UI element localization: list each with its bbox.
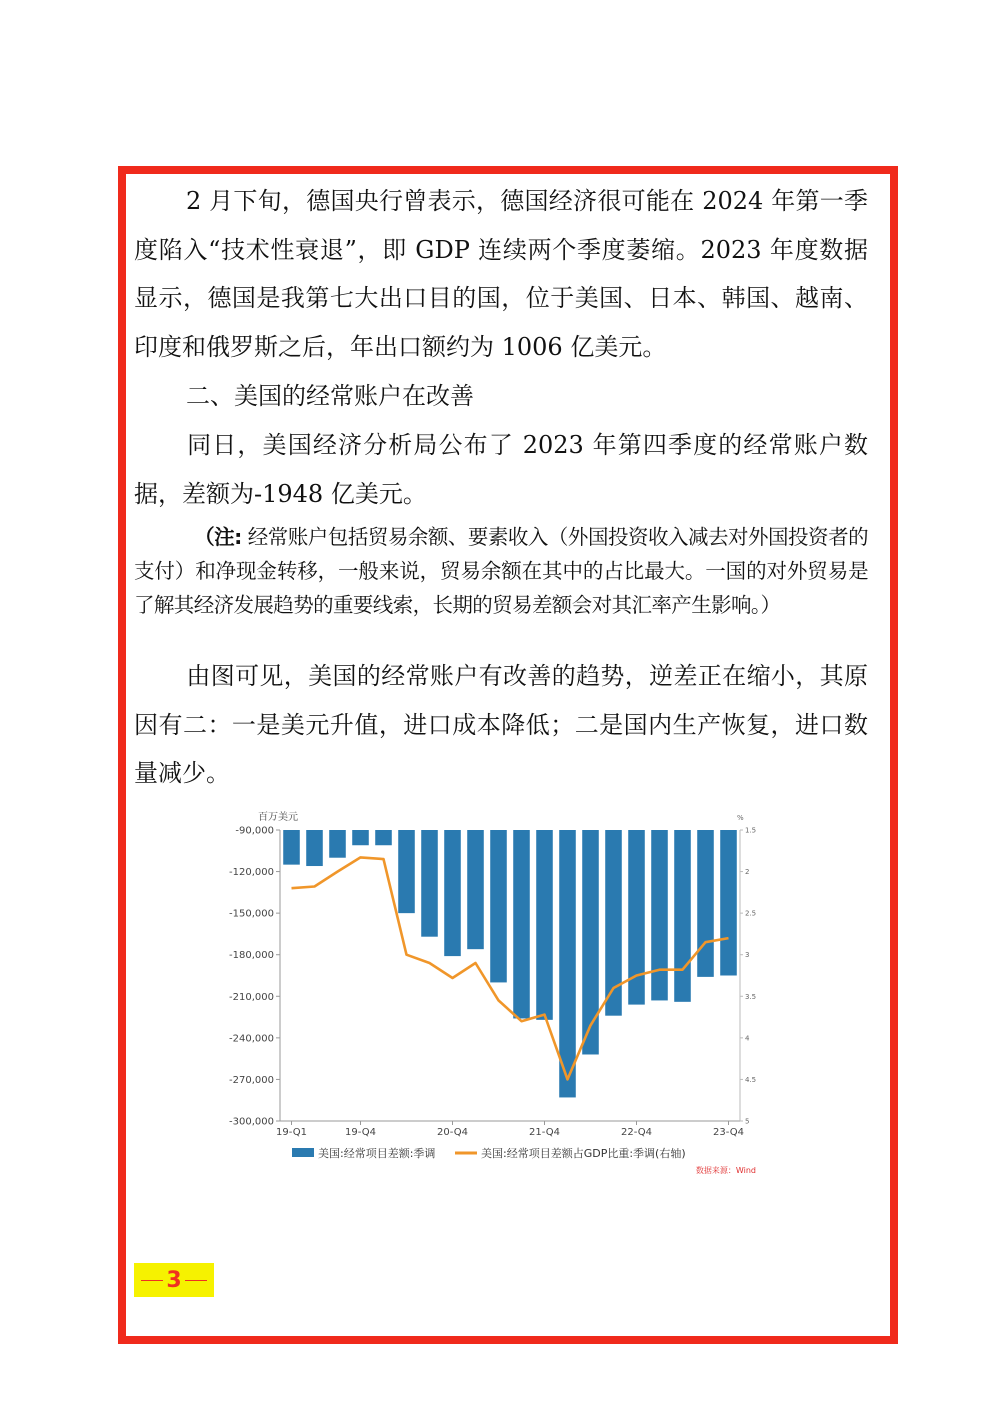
bar <box>444 830 461 956</box>
bar <box>490 830 507 982</box>
left-tick-label: -300,000 <box>229 1116 274 1128</box>
right-tick-label: 4.5 <box>745 1075 757 1084</box>
legend-line-label: 美国:经常项目差额占GDP比重:季调(右轴) <box>481 1147 686 1160</box>
x-tick-label: 21-Q4 <box>529 1127 560 1138</box>
legend-bar-swatch <box>292 1148 314 1157</box>
left-tick-label: -270,000 <box>229 1074 274 1086</box>
right-tick-label: 5 <box>745 1117 750 1126</box>
bar <box>283 830 300 865</box>
page-number: 3 <box>134 1263 214 1297</box>
legend-bar-label: 美国:经常项目差额:季调 <box>318 1147 436 1160</box>
note-text: 经常账户包括贸易余额、要素收入（外国投资收入减去对外国投资者的支付）和净现金转移，一般来说，贸易余额在其中的占比最大。一国的对外贸易是了解其经济发展趋势的重要线索，长期的贸易差额会对其汇率产生影响。） <box>134 525 868 617</box>
bar <box>559 830 576 1097</box>
right-tick-label: 4 <box>745 1034 750 1043</box>
bar <box>674 830 691 1002</box>
bar <box>651 830 668 1000</box>
paragraph-analysis: 由图可见，美国的经常账户有改善的趋势，逆差正在缩小，其原因有二：一是美元升值，进口成本降低；二是国内生产恢复，进口数量减少。 <box>134 662 868 787</box>
bar <box>536 830 553 1020</box>
right-tick-label: 3 <box>745 951 750 960</box>
right-tick-label: 2.5 <box>745 909 757 918</box>
bar <box>720 830 737 976</box>
x-tick-label: 19-Q1 <box>276 1127 307 1138</box>
x-tick-label: 19-Q4 <box>345 1127 376 1138</box>
bar <box>697 830 714 977</box>
note-label: （注: <box>194 525 242 549</box>
left-tick-label: -240,000 <box>229 1033 274 1045</box>
left-tick-label: -210,000 <box>229 991 274 1003</box>
right-unit-label: % <box>737 814 744 822</box>
bar <box>421 830 438 937</box>
left-unit-label: 百万美元 <box>258 812 298 823</box>
x-tick-label: 20-Q4 <box>437 1127 468 1138</box>
bar <box>513 830 530 1018</box>
left-tick-label: -150,000 <box>229 908 274 920</box>
right-tick-label: 3.5 <box>745 992 757 1001</box>
bar <box>398 830 415 913</box>
note-paragraph <box>134 520 868 622</box>
bar <box>329 830 346 858</box>
paragraph-germany: 2 月下旬，德国央行曾表示，德国经济很可能在 2024 年第一季度陷入“技术性衰退”，即 GDP 连续两个季度萎缩。2023 年度数据显示，德国是我第七大出口目的国，位于美国、日本、韩国、越南、印度和俄罗斯之后，年出口额约为 1006 亿美元。 <box>134 187 868 361</box>
bar <box>306 830 323 866</box>
current-account-chart <box>200 800 780 1185</box>
section-heading: 二、美国的经常账户在改善 <box>186 382 474 410</box>
chart-svg <box>200 800 780 1185</box>
left-tick-label: -120,000 <box>229 867 274 879</box>
right-tick-label: 1.5 <box>745 826 757 835</box>
bar <box>375 830 392 845</box>
left-tick-label: -180,000 <box>229 950 274 962</box>
right-tick-label: 2 <box>745 868 750 877</box>
bar <box>467 830 484 949</box>
x-tick-label: 22-Q4 <box>621 1127 652 1138</box>
left-tick-label: -90,000 <box>235 825 274 837</box>
paragraph-us-current-account: 同日，美国经济分析局公布了 2023 年第四季度的经常账户数据，差额为-1948 亿美元。 <box>134 431 868 508</box>
bar <box>352 830 369 845</box>
bar <box>582 830 599 1054</box>
x-tick-label: 23-Q4 <box>713 1127 744 1138</box>
data-source-label: 数据来源：Wind <box>695 1166 756 1175</box>
